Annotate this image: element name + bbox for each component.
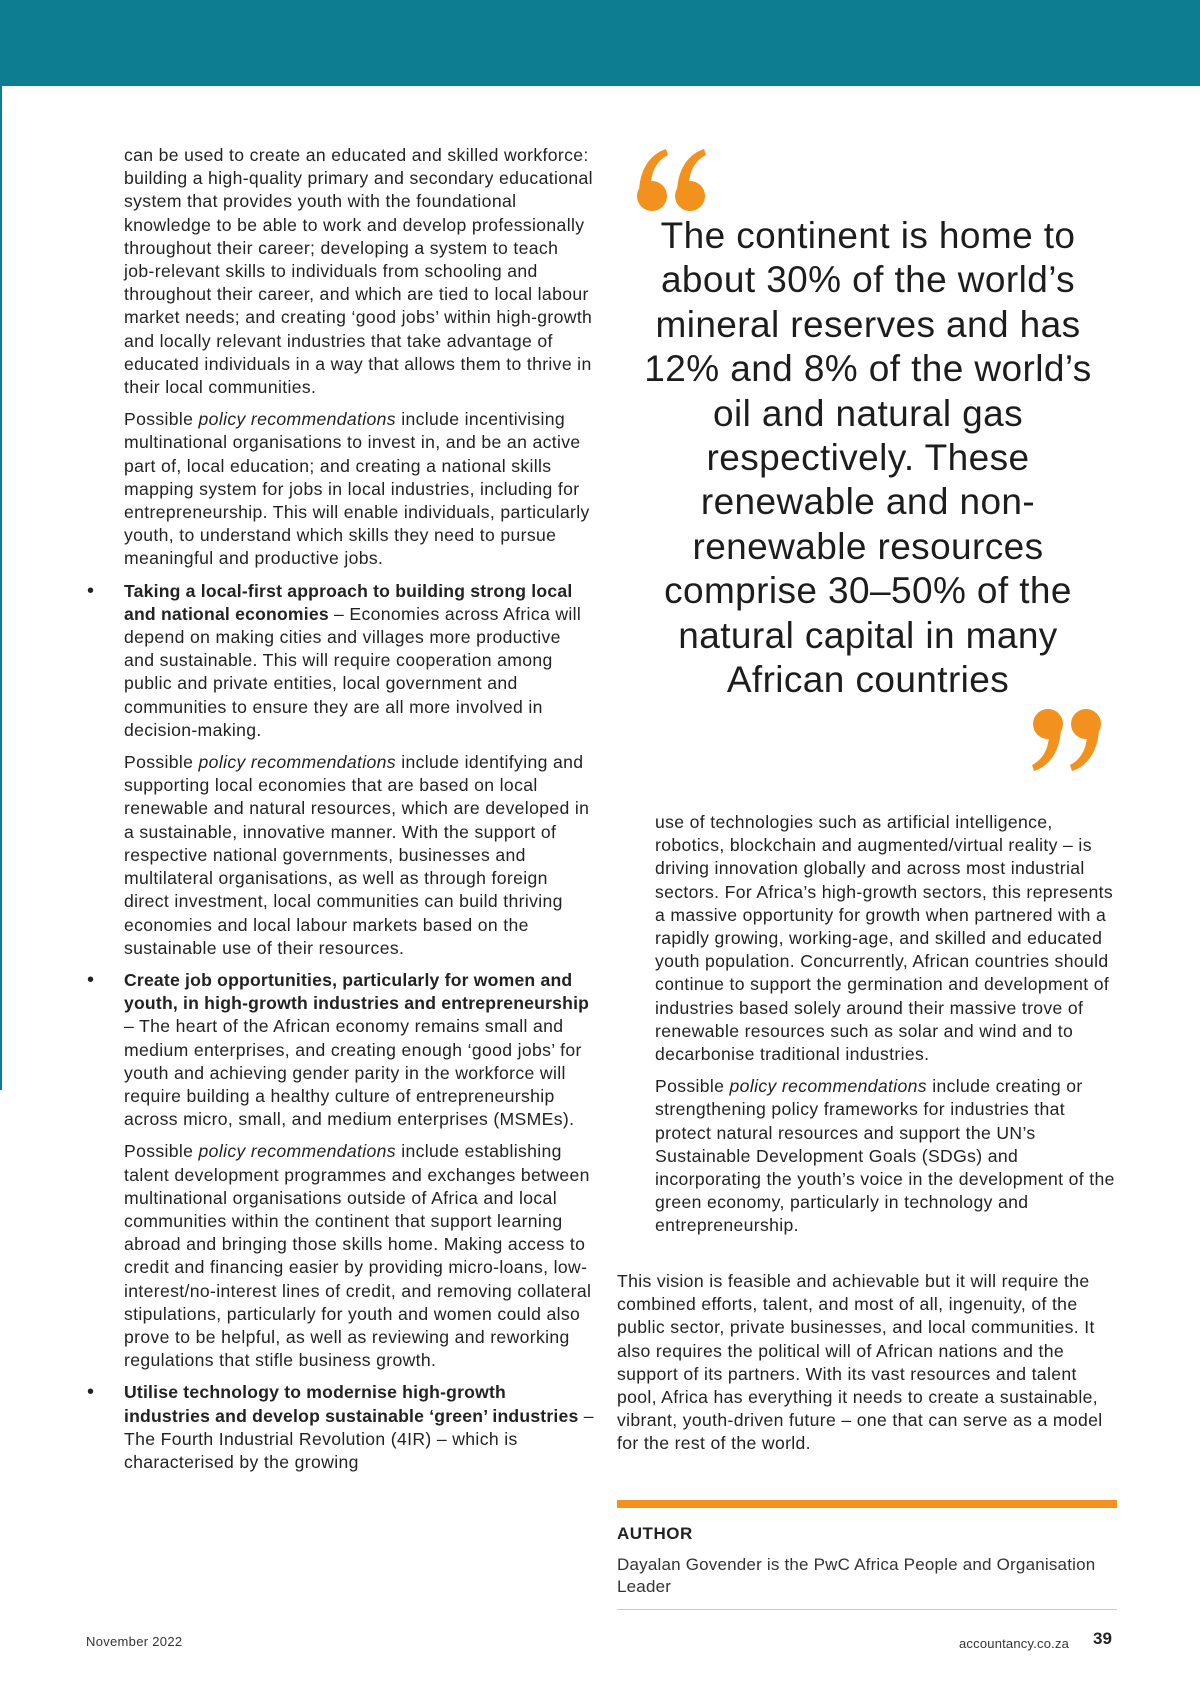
author-heading: AUTHOR — [617, 1524, 693, 1543]
left-column — [124, 144, 594, 1483]
bullet-item — [124, 580, 594, 742]
text-run: include establishing talent development programmes and exchanges between multinational organisations outside of Africa and local communities within the continent that support learning abroad and bringing those skills home. Making access to credit and financing easier by providing micro-loans, low-interest/no-interest lines of credit, and removing collateral stipulations, particularly for youth and women could also prove to be helpful, as well as reviewing and reworking regulations that stifle business growth. — [124, 1141, 592, 1371]
bullet-title: Utilise technology to modernise high-growth industries and develop sustainable ‘green’ industries — [124, 1382, 579, 1426]
close-quote-icon — [1030, 700, 1104, 780]
bullet-text: – Economies across Africa will depend on making cities and villages more productive and sustainable. This will require cooperation among public and private entities, local government and communities to ensure they are all more involved in decision-making. — [124, 603, 582, 740]
bullet-text: – The heart of the African economy remains small and medium enterprises, and creating enough ‘good jobs’ for youth and achieving gender parity in the workforce will require building a healthy culture of entrepreneurship across micro, small, and medium enterprises (MSMEs). — [124, 1016, 582, 1130]
author-divider — [617, 1500, 1117, 1508]
conclusion-paragraph: This vision is feasible and achievable but it will require the combined efforts, talent, and most of all, ingenuity, of the public sector, private businesses, and local communities. It also requires the political will of African nations and the support of its partners. With its vast resources and talent pool, Africa has everything it needs to create a sustainable, vibrant, youth-driven future – one that can serve as a model for the rest of the world. — [617, 1271, 1103, 1454]
text-run: Possible — [655, 1076, 730, 1097]
paragraph — [124, 1140, 594, 1372]
author-bio: Dayalan Govender is the PwC Africa People and Organisation Leader — [617, 1555, 1096, 1597]
text-run: include creating or strengthening policy frameworks for industries that protect natural resources and support the UN’s Sustainable Development Goals (SDGs) and incorporating the youth’s voice in the development of the green economy, particularly in technology and entrepreneurship. — [655, 1076, 1115, 1236]
bullet-text: – The Fourth Industrial Revolution (4IR) – which is characterised by the growing — [124, 1405, 594, 1472]
footer-date: November 2022 — [86, 1634, 183, 1649]
open-quote-icon — [634, 140, 708, 220]
emphasis: policy recommendations — [198, 1141, 396, 1162]
paragraph — [124, 408, 594, 570]
page-number: 39 — [1093, 1629, 1112, 1648]
bullet-item — [124, 1381, 594, 1474]
sidebar-accent-line — [0, 86, 2, 1090]
text-run: Possible — [124, 1141, 199, 1162]
paragraph — [655, 1075, 1117, 1237]
bullet-title: Create job opportunities, particularly for women and youth, in high-growth industries and entrepreneurship — [124, 969, 590, 1014]
right-column — [655, 811, 1117, 1247]
emphasis: policy recommendations — [198, 752, 396, 773]
header-band — [0, 0, 1200, 86]
text-run: include identifying and supporting local economies that are based on local renewable and natural resources, which are developed in a sustainable, innovative manner. With the support of respective national governments, businesses and multilateral organisations, as well as through foreign direct investment, local communities can build thriving economies and local labour markets based on the sustainable use of their resources. — [124, 752, 590, 958]
author-bottom-rule — [617, 1609, 1117, 1610]
footer-website: accountancy.co.za — [959, 1636, 1070, 1651]
text-run: Possible — [124, 409, 199, 430]
paragraph — [124, 751, 594, 960]
paragraph: use of technologies such as artificial intelligence, robotics, blockchain and augmented/virtual reality – is driving innovation globally and across most industrial sectors. For Africa’s high-growth sectors, this represents a massive opportunity for growth when partnered with a rapidly growing, working-age, and skilled and educated youth population. Concurrently, African countries should continue to support the germination and development of industries based solely around their massive trove of renewable resources such as solar and wind and to decarbonise traditional industries. — [655, 812, 1114, 1065]
text-run: include incentivising multinational organisations to invest in, and be an active part of, local education; and creating a national skills mapping system for jobs in local industries, including for entrepreneurship. This will enable individuals, particularly youth, to understand which skills they need to pursue meaningful and productive jobs. — [124, 409, 590, 569]
text-run: Possible — [124, 752, 199, 773]
paragraph: can be used to create an educated and skilled workforce: building a high-quality primary and secondary educational system that provides youth with the foundational knowledge to be able to work and develop professionally throughout their career; developing a system to teach job-relevant skills to individuals from schooling and throughout their career, and which are tied to local labour market needs; and creating ‘good jobs’ within high-growth and locally relevant industries that take advantage of educated individuals in a way that allows them to thrive in their local communities. — [124, 145, 593, 398]
conclusion-block — [617, 1270, 1117, 1465]
bullet-title: Taking a local-first approach to building strong local and national economies — [124, 580, 573, 624]
emphasis: policy recommendations — [198, 409, 396, 430]
bullet-item — [124, 969, 594, 1131]
emphasis: policy recommendations — [729, 1076, 927, 1097]
pull-quote: The continent is home to about 30% of the world’s mineral reserves and has 12% and 8% of the world’s oil and natural gas respectively. These renewable and non-renewable resources comprise 30–50% of the natural capital in many African countries — [644, 215, 1092, 701]
